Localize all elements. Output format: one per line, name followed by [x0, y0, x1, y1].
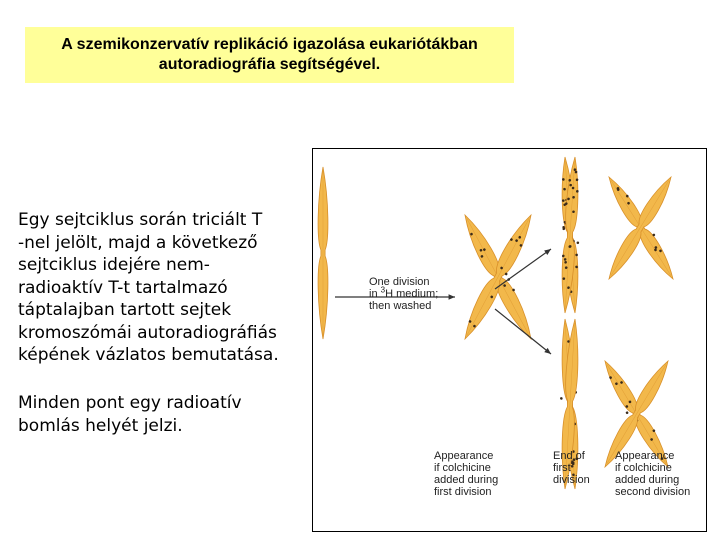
- title-box: [25, 27, 514, 83]
- caption-second-division: Appearance if colchicine added during second division: [615, 450, 691, 498]
- description-line: táptalajban tartott sejtek: [18, 300, 232, 320]
- description-line: radioaktív T-t tartalmazó: [18, 277, 228, 298]
- chromatid-first-right: [557, 156, 584, 313]
- description-line: képének vázlatos bemutatása.: [18, 345, 279, 365]
- title-line-1: A szemikonzervatív replikáció igazolása eukariótákban: [61, 36, 478, 53]
- description-line: Minden pont egy radioatív: [18, 393, 242, 413]
- division-label: [369, 276, 438, 312]
- division-label-line-2: in $^3$H medium;: [369, 285, 439, 300]
- title-line-2: autoradiográfia segítségével.: [158, 56, 381, 73]
- description-line: bomlás helyét jelzi.: [18, 415, 183, 436]
- division-label-line-1: One division: [369, 276, 430, 288]
- description-line: Egy sejtciklus során triciált T: [18, 210, 263, 230]
- description-line: -nel jelölt, majd a következő: [18, 232, 258, 253]
- description-line: sejtciklus idejére nem-: [18, 255, 210, 275]
- chromosome-initial: [318, 167, 328, 339]
- caption-first-division: Appearance if colchicine added during first division: [434, 450, 499, 498]
- description-paragraph-2: [18, 392, 310, 437]
- autoradiography-figure: [312, 148, 707, 532]
- division-label-line-3: then washed: [369, 300, 432, 312]
- caption-end-of-first-division: End of first division: [553, 450, 590, 486]
- description-paragraph-1: [18, 209, 310, 367]
- description-line: kromoszómái autoradiográfiás: [18, 322, 277, 343]
